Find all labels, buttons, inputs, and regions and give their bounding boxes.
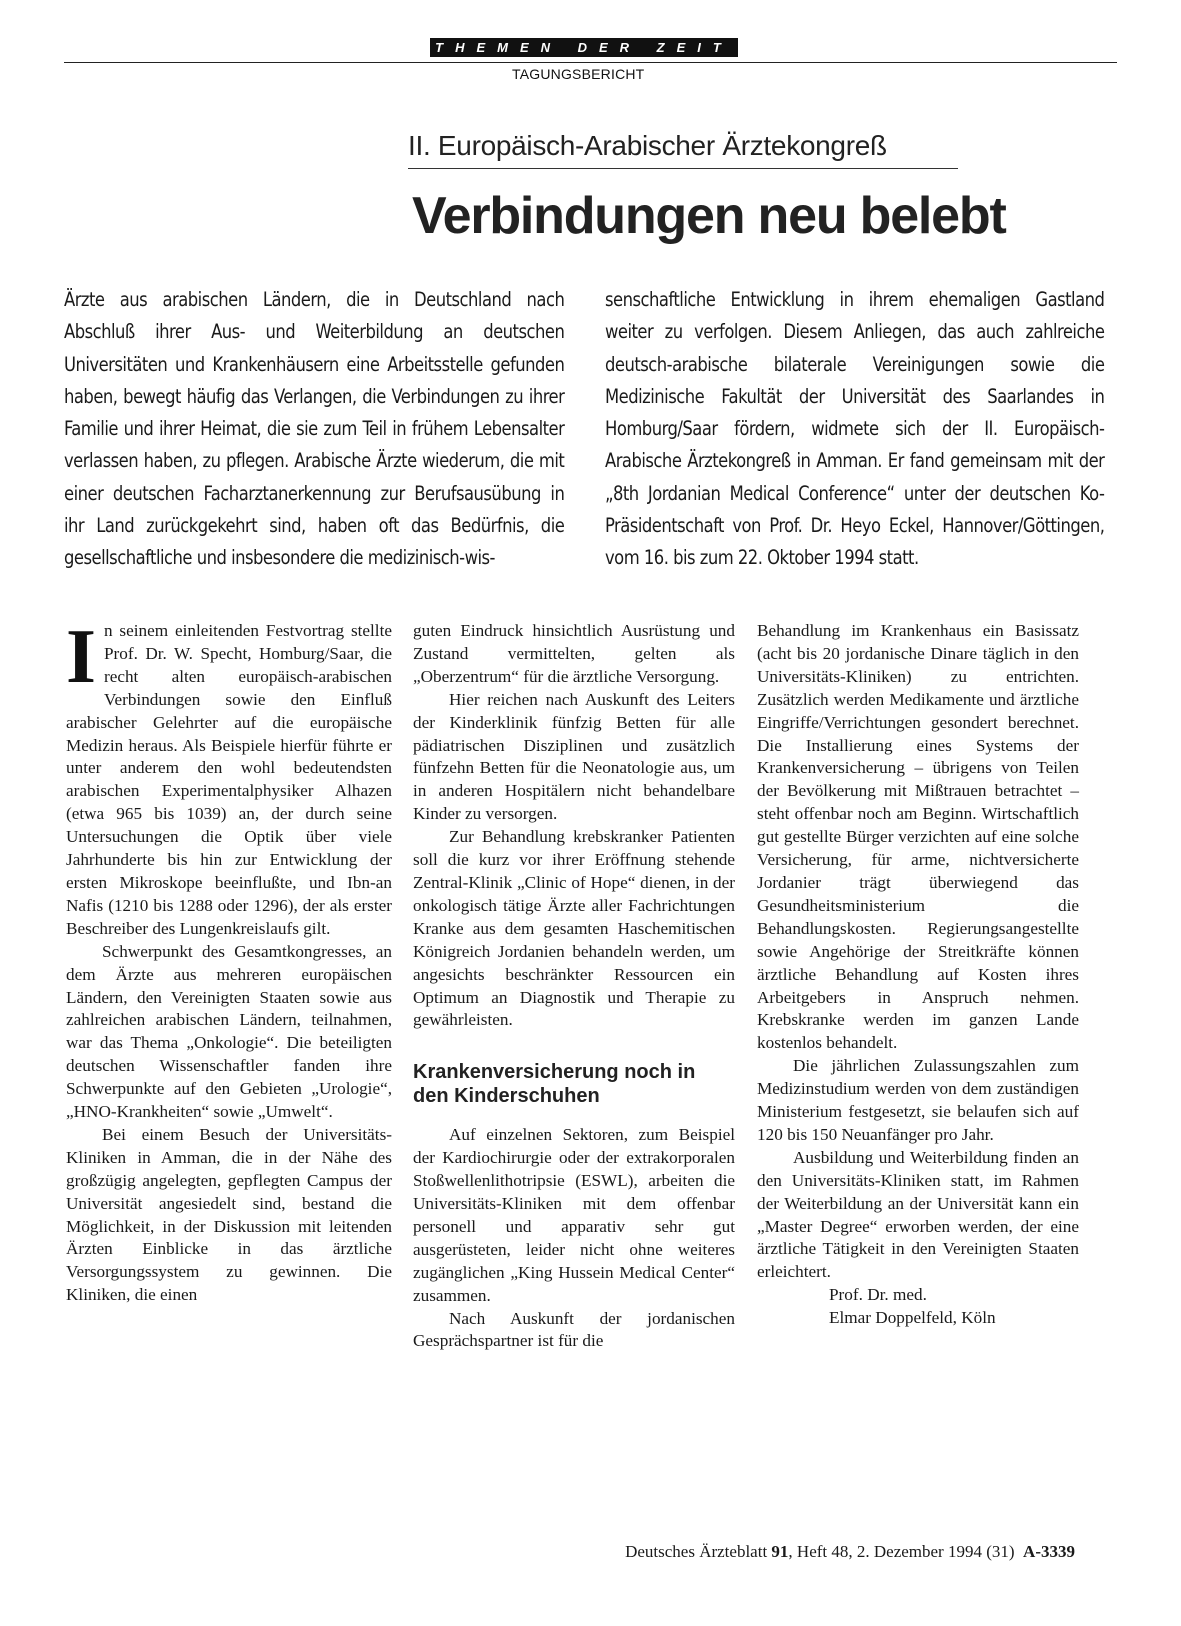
lead-paragraph-right: senschaftliche Entwicklung in ihrem ehemaligen Gastland weiter zu verfolgen. Diesem Anliegen, das auch zahlreiche deutsch-arabische bilaterale Vereinigungen sowie die Medizinische Fakultät der Universität des Saarlandes in Homburg/Saar fördern, widmete sich der II. Europäisch-Arabische Ärztekongreß in Amman. Er fand gemeinsam mit der „8th Jordanian Medical Conference“ unter der deutschen Ko-Präsidentschaft von Prof. Dr. Heyo Eckel, Hannover/Göttingen, vom 16. bis zum 22. Oktober 1994 statt.: [605, 288, 1105, 570]
body-paragraph: Die jährlichen Zulassungszahlen zum Medizinstudium werden von dem zuständigen Ministerium festgesetzt, sie belaufen sich auf 120 bis 150 Neuanfänger pro Jahr.: [757, 1056, 1079, 1144]
page-footer: [625, 1542, 1075, 1562]
article-kicker: II. Europäisch-Arabischer Ärztekongreß: [408, 130, 958, 169]
section-banner: THEMEN DER ZEIT: [430, 38, 738, 57]
body-paragraph: Zur Behandlung krebskranker Patienten soll die kurz vor ihrer Eröffnung stehende Zentral-Klinik „Clinic of Hope“ dienen, in der onkologisch tätige Ärzte aller Fachrichtungen Kranke aus dem gesamten Haschemitischen Königreich Jordanien behandeln werden, um angesichts beschränkter Ressourcen ein Optimum an Diagnostik und Therapie zu gewährleisten.: [413, 827, 735, 1030]
article-subheading: Krankenversicherung noch in den Kinderschuhen: [413, 1061, 696, 1108]
drop-cap: I: [66, 613, 96, 699]
body-paragraph: In seinem einleitenden Festvortrag stellte Prof. Dr. W. Specht, Homburg/Saar, die recht alten europäisch-arabischen Verbindungen sowie den Einfluß arabischer Gelehrter auf die europäische Medizin heraus. Als Beispiele hierfür führte er unter anderem den wohl bedeutendsten arabischen Experimentalphysiker Alhazen (etwa 965 bis 1039) an, der durch seine Untersuchungen die Optik über viele Jahrhunderte bis hin zur Entwicklung der ersten Mikroskope beeinflußte, und Ibn-an Nafis (1210 bis 1288 oder 1296), der als erster Beschreiber des Lungenkreislaufs gilt.: [66, 613, 392, 938]
body-column-3: [757, 620, 1079, 1330]
body-paragraph: Schwerpunkt des Gesamtkongresses, an dem Ärzte aus mehreren europäischen Ländern, den Vereinigten Staaten sowie aus zahlreichen arabischen Ländern, teilnahmen, war das Thema „Onkologie“. Die beteiligten deutschen Wissenschaftler fanden ihre Schwerpunkte auf den Gebieten „Urologie“, „HNO-Krankheiten“ sowie „Umwelt“.: [66, 941, 392, 1122]
body-paragraph: Auf einzelnen Sektoren, zum Beispiel der Kardiochirurgie oder der extrakorporalen Stoßwellenlithotripsie (ESWL), arbeiten die Universitäts-Kliniken mit dem offenbar personell und apparativ sehr gut ausgerüsteten, leider nicht ohne weiteres zugänglichen „King Hussein Medical Center“ zusammen.: [413, 1125, 735, 1305]
journal-name: Deutsches Ärzteblatt: [625, 1542, 768, 1561]
journal-volume: 91: [771, 1542, 789, 1561]
lead-paragraph-left: Ärzte aus arabischen Ländern, die in Deutschland nach Abschluß ihrer Aus- und Weiterbildung an deutschen Universitäten und Krankenhäusern eine Arbeitsstelle gefunden haben, bewegt häufig das Verlangen, die Verbindungen zu ihrer Familie und ihrer Heimat, die sie zum Teil in frühem Lebensalter verlassen haben, zu pflegen. Arabische Ärzte wiederum, die mit einer deutschen Facharztanerkennung zur Berufsausübung in ihr Land zurückgekehrt sind, haben oft das Bedürfnis, die gesellschaftliche und insbesondere die medizinisch-wis-: [64, 288, 565, 570]
header-rule: [64, 62, 1117, 63]
body-paragraph: guten Eindruck hinsichtlich Ausrüstung und Zustand vermittelten, gelten als „Oberzentrum“ für die ärztliche Versorgung.: [413, 621, 735, 686]
body-paragraph: Hier reichen nach Auskunft des Leiters der Kinderklinik fünfzig Betten für alle pädiatrischen Disziplinen und zusätzlich fünfzehn Betten für die Neonatologie aus, um in anderen Hospitälern nicht behandelbare Kinder zu versorgen.: [413, 689, 735, 824]
article-headline: Verbindungen neu belebt: [412, 187, 1006, 245]
body-paragraph: Ausbildung und Weiterbildung finden an den Universitäts-Kliniken statt, im Rahmen der Weiterbildung an der Universität kann ein „Master Degree“ erworben werden, der eine ärztliche Tätigkeit in den Vereinigten Staaten erleichtert.: [757, 1147, 1079, 1282]
body-column-2: [413, 620, 735, 1353]
body-column-1: [66, 613, 392, 1307]
body-paragraph: Nach Auskunft der jordanischen Gesprächspartner ist für die: [413, 1308, 735, 1351]
author-name: Elmar Doppelfeld, Köln: [829, 1308, 996, 1328]
body-paragraph: Bei einem Besuch der Universitäts-Kliniken in Amman, die in der Nähe des großzügig angelegten, gepflegten Campus der Universität angesiedelt sind, bestand die Möglichkeit, in der Diskussion mit leitenden Ärzten Einblicke in das ärztliche Versorgungssystem zu gewinnen. Die Kliniken, die einen: [66, 1124, 392, 1305]
page-number: A-3339: [1023, 1542, 1075, 1561]
author-signature: [757, 1284, 1079, 1330]
author-title: Prof. Dr. med.: [829, 1285, 927, 1305]
body-paragraph: Behandlung im Krankenhaus ein Basissatz (acht bis 20 jordanische Dinare täglich in den Universitäts-Kliniken) zu entrichten. Zusätzlich werden Medikamente und ärztliche Eingriffe/Verrichtungen gesondert berechnet. Die Installierung eines Systems der Krankenversicherung – übrigens von Teilen der Bevölkerung mit Mißtrauen betrachtet – steht offenbar noch am Beginn. Wirtschaftlich gut gestellte Bürger verzichten auf eine solche Versicherung, für arme, nichtversicherte Jordanier trägt überwiegend das Gesundheitsministerium die Behandlungskosten. Regierungsangestellte sowie Angehörige der Streitkräfte können ärztliche Behandlung auf Kosten ihres Arbeitgebers in Anspruch nehmen. Krebskranke werden im ganzen Lande kostenlos behandelt.: [757, 621, 1079, 1053]
issue-info: , Heft 48, 2. Dezember 1994 (31): [788, 1542, 1015, 1561]
section-subtitle: TAGUNGSBERICHT: [512, 66, 645, 82]
